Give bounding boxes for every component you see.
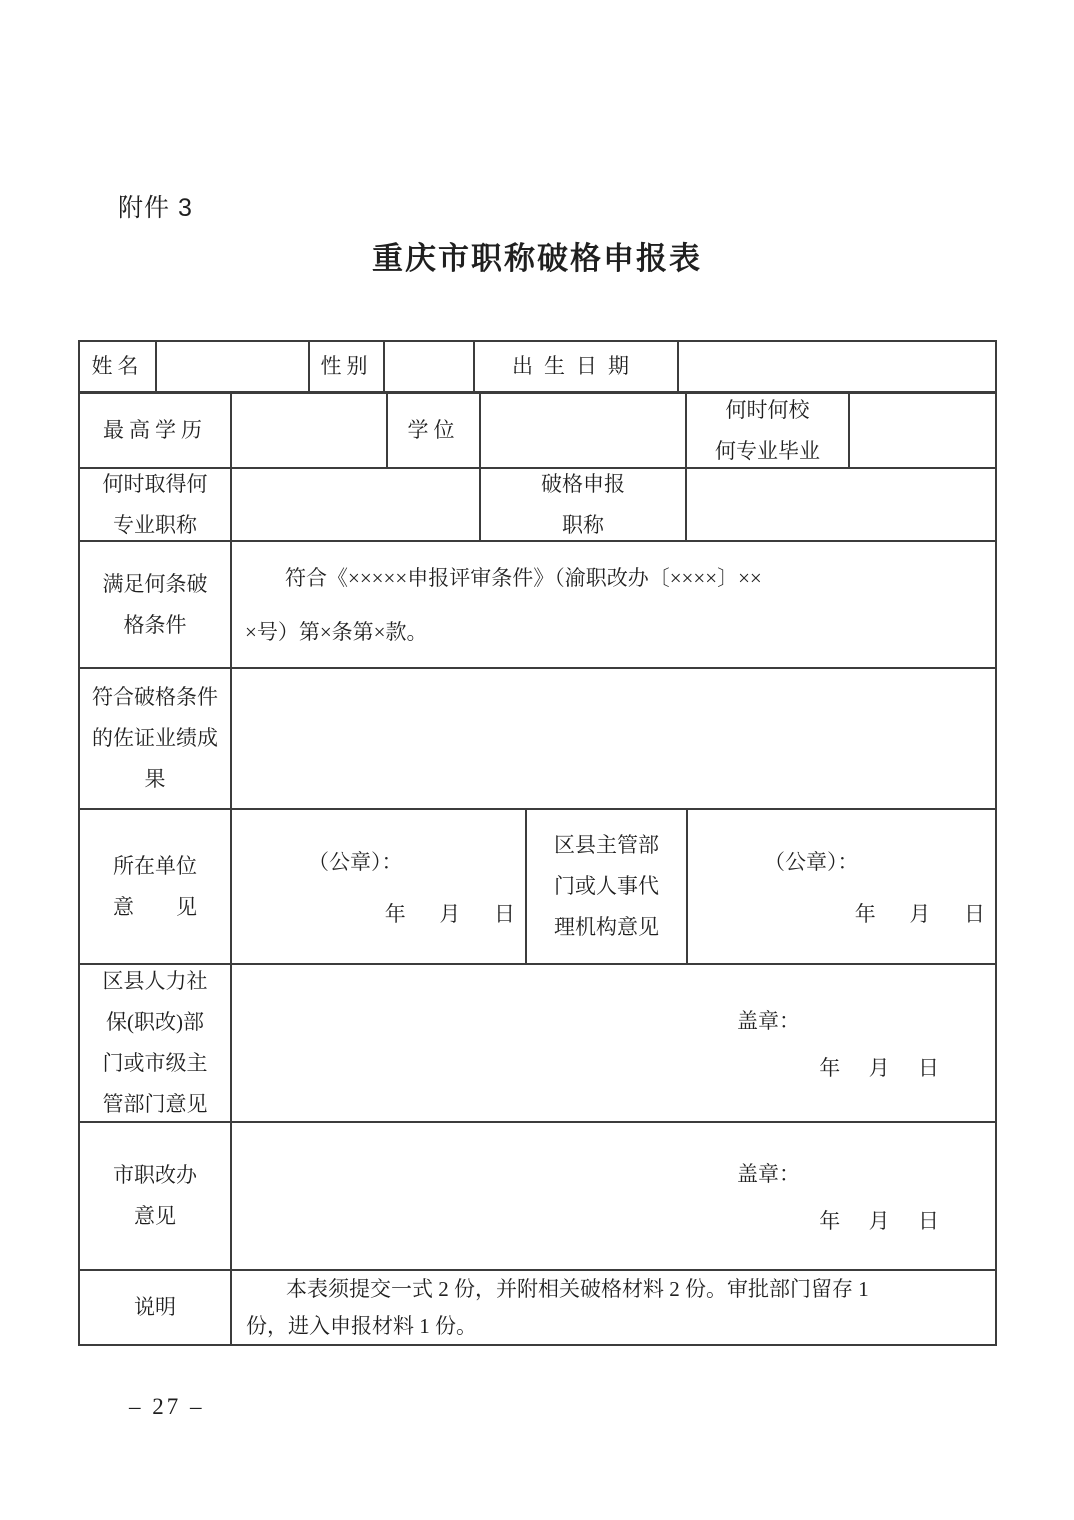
education-label-cell [80, 394, 232, 467]
notes-label-cell [80, 1271, 232, 1344]
birthdate-label-cell [475, 342, 679, 391]
title-obtained-value-cell [232, 469, 481, 540]
office-opinion-label-line: 意见 [134, 1204, 176, 1228]
agency-opinion-label-line: 区县主管部 [554, 833, 659, 858]
education-label: 最高学历 [103, 418, 207, 443]
title-obtained-label-line: 专业职称 [113, 512, 197, 537]
hr-opinion-label-line: 门或市级主 [102, 1051, 208, 1075]
achievements-label-cell [80, 669, 232, 808]
achievements-label-line: 符合破格条件 [92, 685, 218, 710]
title-obtained-label-cell [80, 469, 232, 540]
graduation-label-line: 何时何校 [725, 397, 810, 422]
hr-seal-block [737, 1005, 939, 1082]
unit-date-line: 年 月 日 [384, 901, 515, 926]
conditions-label-line: 满足何条破 [102, 571, 208, 596]
office-opinion-content-cell [232, 1123, 995, 1269]
degree-value-cell [481, 394, 687, 467]
gender-label: 性别 [320, 354, 373, 379]
exception-title-label-line: 职称 [562, 512, 604, 537]
form-row-conditions [80, 542, 995, 669]
hr-seal-label: 盖章： [737, 1008, 800, 1033]
unit-opinion-label-line: 所在单位 [113, 853, 197, 878]
achievements-value-cell [232, 669, 995, 808]
birthdate-value-cell [679, 342, 995, 391]
degree-label: 学位 [407, 418, 460, 443]
form-row-education [80, 394, 995, 469]
form-row-notes [80, 1271, 995, 1344]
hr-opinion-content-cell [232, 965, 995, 1121]
attachment-label: 附件 3 [118, 194, 193, 222]
name-label: 姓名 [91, 354, 144, 379]
office-seal-block [737, 1158, 939, 1235]
unit-opinion-label-line: 意 见 [113, 894, 197, 919]
form-row-hr-opinion [80, 965, 995, 1123]
gender-value-cell [385, 342, 475, 391]
application-form-table [78, 340, 997, 1346]
form-row-office-opinion [80, 1123, 995, 1271]
graduation-label-cell [687, 394, 850, 467]
exception-title-label-line: 破格申报 [541, 471, 625, 496]
exception-title-value-cell [687, 469, 995, 540]
page-number: – 27 – [129, 1394, 205, 1419]
agency-stamp-cell [688, 810, 995, 963]
birthdate-label: 出生日期 [512, 354, 640, 379]
office-opinion-label-cell [80, 1123, 232, 1269]
degree-label-cell [388, 394, 481, 467]
form-row-achievements [80, 669, 995, 810]
form-row-titles [80, 469, 995, 542]
agency-opinion-label-line: 理机构意见 [554, 914, 659, 939]
hr-opinion-label-cell [80, 965, 232, 1121]
name-value-cell [157, 342, 310, 391]
agency-opinion-label-line: 门或人事代 [554, 874, 659, 899]
name-label-cell [80, 342, 157, 391]
notes-label: 说明 [134, 1295, 176, 1320]
agency-seal-label: （公章）： [764, 849, 859, 874]
notes-text-line: 本表须提交一式 2 份，并附相关破格材料 2 份。审批部门留存 1 [286, 1276, 869, 1301]
unit-opinion-label-cell [80, 810, 232, 963]
conditions-label-line: 格条件 [123, 612, 187, 637]
achievements-label-line: 的佐证业绩成 [92, 726, 218, 751]
unit-stamp-cell [232, 810, 527, 963]
conditions-text-line: 符合《×××××申报评审条件》（渝职改办〔××××〕×× [285, 565, 762, 590]
graduation-label-line: 何专业毕业 [715, 438, 820, 463]
hr-opinion-label-line: 管部门意见 [102, 1091, 208, 1116]
notes-content-cell [232, 1271, 995, 1344]
agency-opinion-label-cell [527, 810, 688, 963]
conditions-label-cell [80, 542, 232, 667]
office-opinion-label-line: 市职改办 [113, 1163, 197, 1188]
exception-title-label-cell [481, 469, 687, 540]
gender-label-cell [310, 342, 385, 391]
hr-date-line: 年 月 日 [819, 1055, 939, 1080]
form-row-basic-info [80, 342, 995, 394]
office-date-line: 年 月 日 [819, 1208, 939, 1233]
hr-opinion-label-line: 保(职改)部 [106, 1010, 204, 1035]
education-value-cell [232, 394, 388, 467]
conditions-content-cell [232, 542, 995, 667]
achievements-label-line: 果 [144, 766, 166, 791]
form-row-unit-opinion [80, 810, 995, 965]
agency-date-line: 年 月 日 [854, 901, 985, 926]
graduation-value-cell [850, 394, 995, 467]
title-obtained-label-line: 何时取得何 [102, 471, 208, 496]
hr-opinion-label-line: 区县人力社 [102, 969, 208, 994]
office-seal-label: 盖章： [737, 1161, 800, 1186]
notes-text-line: 份，进入申报材料 1 份。 [246, 1313, 477, 1338]
unit-seal-label: （公章）： [308, 849, 403, 874]
conditions-text-line: ×号）第×条第×款。 [245, 619, 428, 644]
page-title: 重庆市职称破格申报表 [372, 241, 702, 276]
